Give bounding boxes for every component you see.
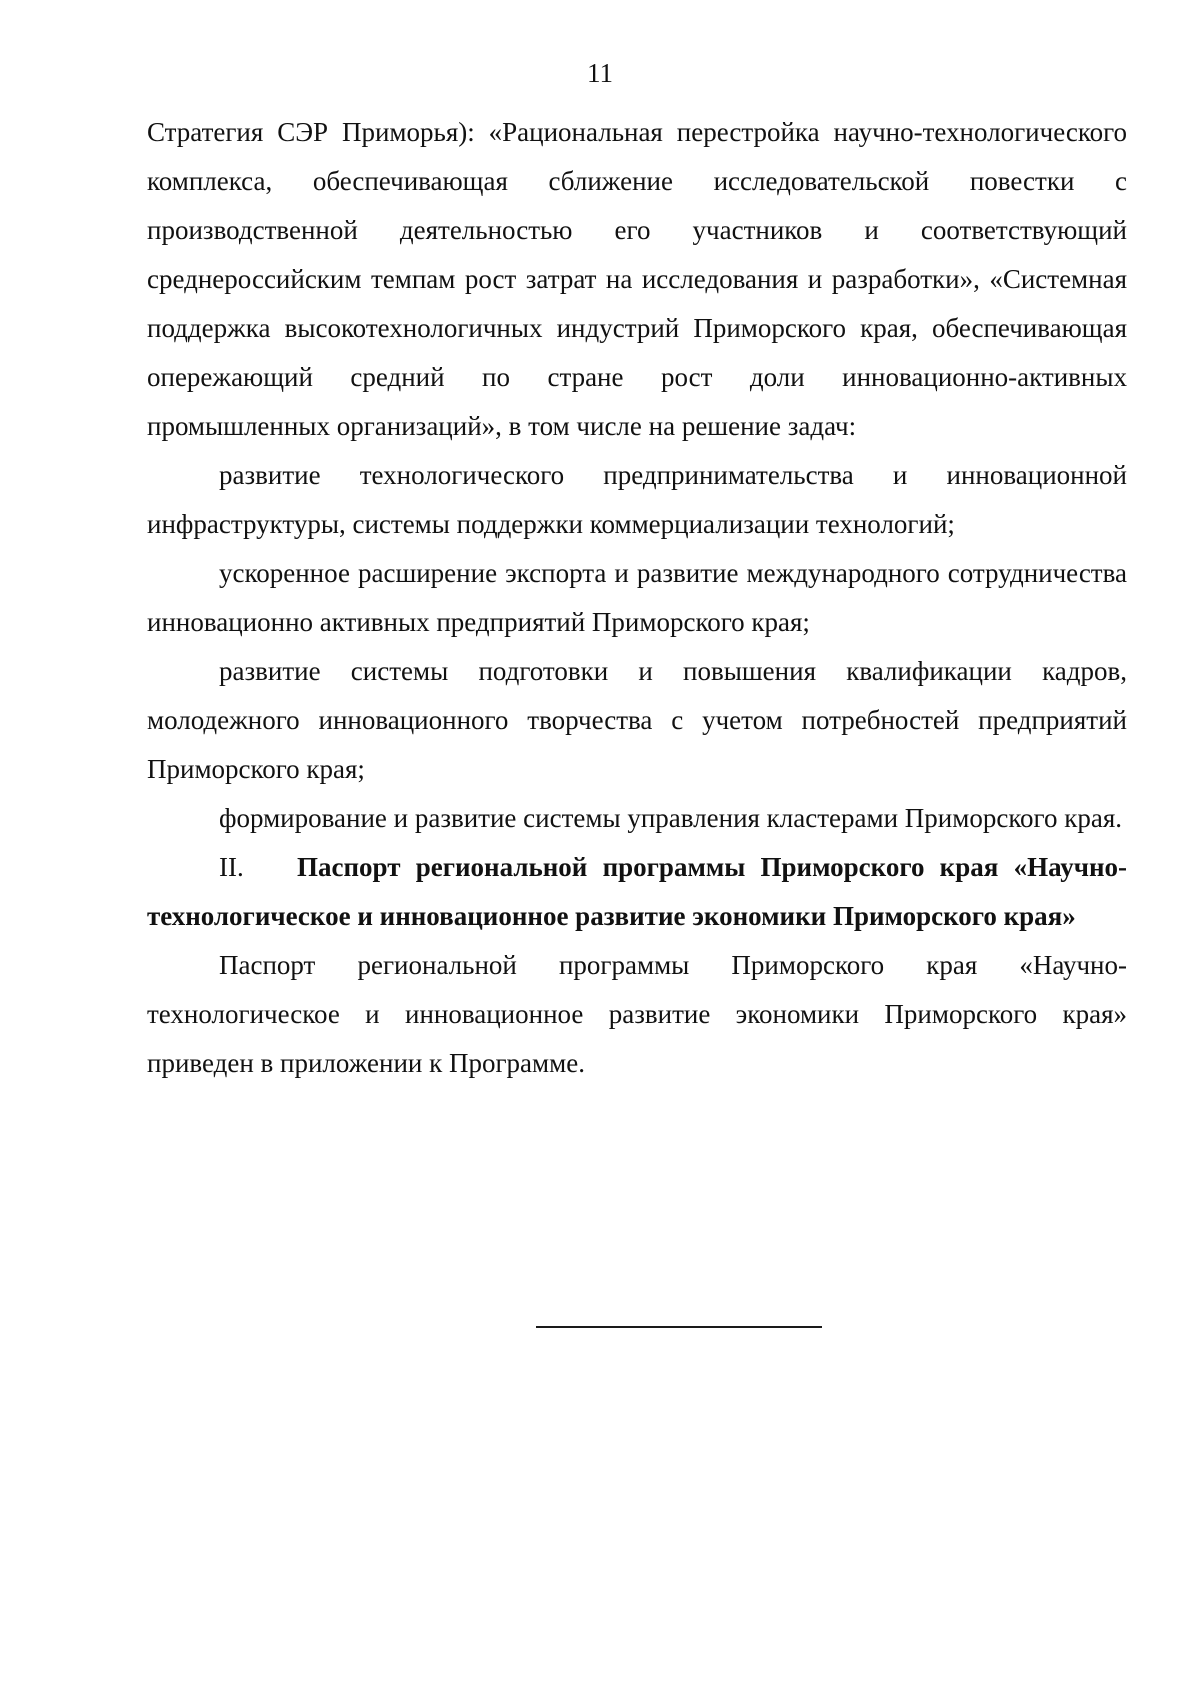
paragraph-task-4: формирование и развитие системы управления кластерами Приморского края. [219,803,1122,833]
paragraph-task-3: развитие системы подготовки и повышения квалификации кадров, молодежного инновационного творчества с учетом потребностей предприятий Приморского края; [147,656,1127,784]
document-body [147,108,1127,1088]
page-number: 11 [587,58,613,88]
section-heading [147,843,1127,941]
section-numeral: II. [219,852,244,882]
section-title: Паспорт региональной программы Приморского края «Научно-технологическое и инновационное развитие экономики Приморского края» [147,852,1127,931]
paragraph-strategy-continuation: Стратегия СЭР Приморья): «Рациональная перестройка научно-технологического комплекса, обеспечивающая сближение исследовательской повестки с производственной деятельностью его участников и соответствующий среднероссийским темпам рост затрат на исследования и разработки», «Системная поддержка высокотехнологичных индустрий Приморского края, обеспечивающая опережающий средний по стране рост доли инновационно-активных промышленных организаций», в том числе на решение задач: [147,117,1127,441]
paragraph-task-1: развитие технологического предпринимательства и инновационной инфраструктуры, системы поддержки коммерциализации технологий; [147,460,1127,539]
paragraph-task-2: ускоренное расширение экспорта и развитие международного сотрудничества инновационно активных предприятий Приморского края; [147,558,1127,637]
paragraph-passport-reference: Паспорт региональной программы Приморского края «Научно-технологическое и инновационное развитие экономики Приморского края» приведен в приложении к Программе. [147,950,1127,1078]
closing-divider [536,1326,822,1328]
